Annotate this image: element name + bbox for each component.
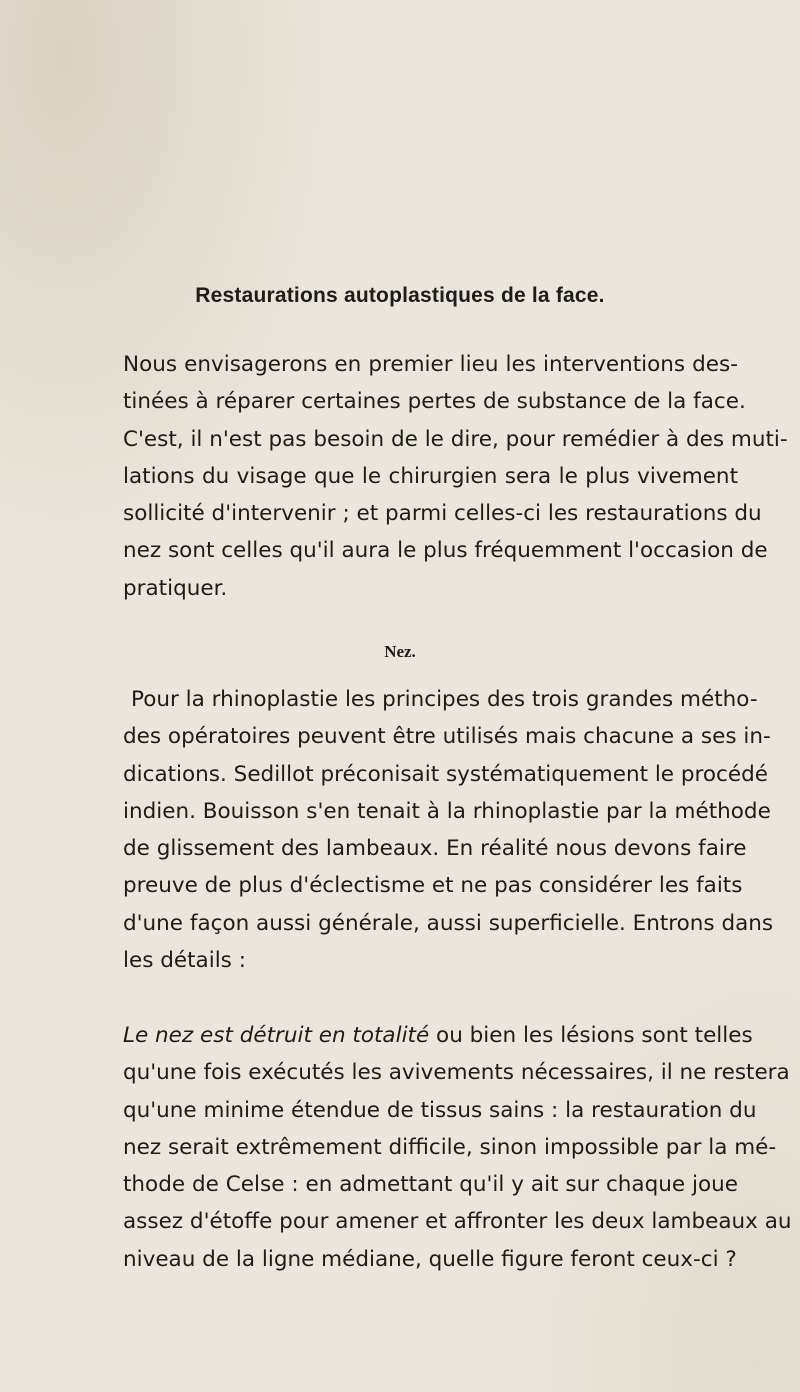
text-line: dications. Sedillot préconisait systématiquement le procédé [123, 761, 768, 787]
text-line: nez sont celles qu'il aura le plus fréquemment l'occasion de [123, 538, 768, 564]
text-line: qu'une fois exécutés les avivements nécessaires, il ne restera [123, 1060, 790, 1086]
text-line: niveau de la ligne médiane, quelle figure feront ceux-ci ? [123, 1246, 737, 1272]
text-line: thode de Celse : en admettant qu'il y ait sur chaque joue [123, 1172, 738, 1198]
text-line: Nous envisagerons en premier lieu les interventions des- [123, 352, 738, 377]
text-line: C'est, il n'est pas besoin de le dire, pour remédier à des muti- [123, 426, 788, 452]
text-line: d'une façon aussi générale, aussi superficielle. Entrons dans [123, 910, 774, 936]
text-line: tinées à réparer certaines pertes de substance de la face. [123, 389, 746, 415]
text-line: de glissement des lambeaux. En réalité nous devons faire [123, 836, 747, 862]
text-line: sollicité d'intervenir ; et parmi celles-ci les restaurations du [123, 501, 762, 527]
text-line: des opératoires peuvent être utilisés mais chacune a ses in- [123, 724, 771, 750]
paragraph-rhinoplastie [123, 681, 774, 979]
text-line: qu'une minime étendue de tissus sains : la restauration du [123, 1097, 757, 1123]
italic-lead: Le nez est détruit en totalité [123, 1023, 430, 1048]
text-line: nez serait extrêmement difficile, sinon impossible par la mé- [123, 1134, 777, 1160]
text-line: preuve de plus d'éclectisme et ne pas considérer les faits [123, 873, 743, 899]
paragraph-nez-detruit [123, 1017, 792, 1278]
text-line: lations du visage que le chirurgien sera le plus vivement [123, 463, 738, 489]
page-heading: Restaurations autoplastiques de la face. [195, 284, 605, 307]
text-line: indien. Bouisson s'en tenait à la rhinoplastie par la méthode [123, 798, 771, 824]
section-subheading-nez: Nez. [384, 642, 416, 661]
text-line: Pour la rhinoplastie les principes des trois grandes métho- [131, 687, 758, 712]
paragraph-intro [123, 346, 788, 607]
text-line: pratiquer. [123, 575, 228, 601]
text-line [123, 1017, 753, 1054]
text-line: les détails : [123, 948, 246, 974]
text-fragment: ou bien les lésions sont telles [429, 1023, 753, 1048]
text-line: assez d'étoffe pour amener et affronter les deux lambeaux au [123, 1209, 792, 1235]
